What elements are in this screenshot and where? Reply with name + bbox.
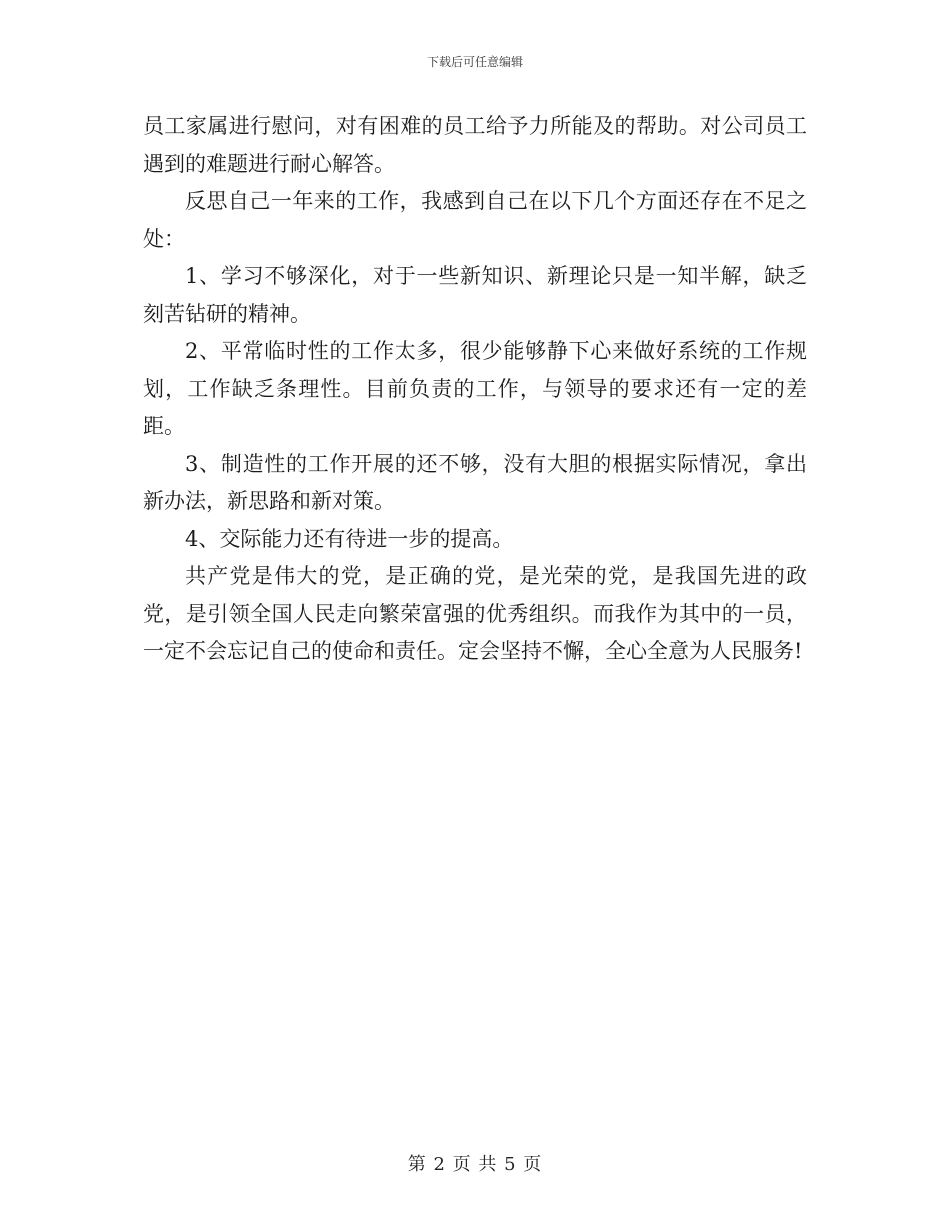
paragraph-3: 1、学习不够深化，对于一些新知识、新理论只是一知半解，缺乏刻苦钻研的精神。	[143, 264, 807, 326]
paragraph-1: 员工家属进行慰问，对有困难的员工给予力所能及的帮助。对公司员工遇到的难题进行耐心解答。	[143, 114, 807, 176]
page-number-footer: 第 2 页 共 5 页	[407, 1154, 543, 1175]
document-body	[143, 108, 807, 671]
page-header: 下载后可任意编辑	[426, 55, 523, 69]
paragraph-7: 共产党是伟大的党，是正确的党，是光荣的党，是我国先进的政党，是引领全国人民走向繁荣富强的优秀组织。而我作为其中的一员，一定不会忘记自己的使命和责任。定会坚持不懈，全心全意为人民服务!	[143, 564, 807, 663]
paragraph-2: 反思自己一年来的工作，我感到自己在以下几个方面还存在不足之处：	[143, 189, 807, 251]
paragraph-5: 3、制造性的工作开展的还不够，没有大胆的根据实际情况，拿出新办法，新思路和新对策。	[143, 451, 807, 513]
paragraph-4: 2、平常临时性的工作太多，很少能够静下心来做好系统的工作规划，工作缺乏条理性。目前负责的工作，与领导的要求还有一定的差距。	[143, 339, 807, 438]
paragraph-6: 4、交际能力还有待进一步的提高。	[185, 526, 514, 551]
